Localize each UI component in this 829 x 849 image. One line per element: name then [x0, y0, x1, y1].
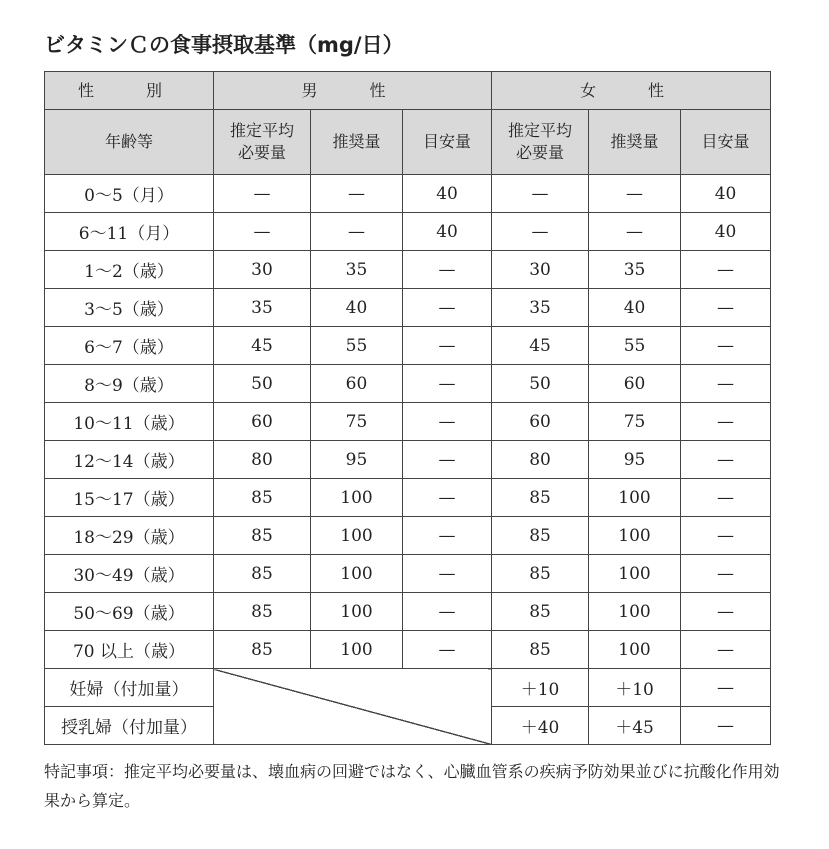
female-rda-cell: —: [589, 213, 681, 251]
female-rda-cell: 75: [589, 403, 681, 441]
female-ear-cell: —: [492, 175, 589, 213]
male-rda-cell: 100: [311, 593, 403, 631]
table-row: [45, 403, 771, 441]
female-ai-cell: —: [681, 251, 771, 289]
table-row: [45, 441, 771, 479]
lactating-ai: —: [681, 707, 771, 745]
footnote: 特記事項：推定平均必要量は、壊血病の回避ではなく、心臓血管系の疾病予防効果並びに抗酸化作用効果から算定。: [44, 762, 780, 810]
female-rda-cell: 40: [589, 289, 681, 327]
age-cell: 10～11（歳）: [45, 403, 214, 441]
female-ear-cell: 50: [492, 365, 589, 403]
lactating-label: 授乳婦（付加量）: [45, 707, 214, 745]
male-ear-cell: 85: [214, 517, 311, 555]
male-rda-cell: 40: [311, 289, 403, 327]
female-rda-cell: 100: [589, 479, 681, 517]
age-cell: 6～11（月）: [45, 213, 214, 251]
female-ear-cell: 35: [492, 289, 589, 327]
pregnant-ear: ＋10: [492, 669, 589, 707]
age-cell: 50～69（歳）: [45, 593, 214, 631]
male-ai-cell: —: [403, 517, 492, 555]
female-ai-cell: —: [681, 289, 771, 327]
female-ai-cell: —: [681, 479, 771, 517]
female-ai-cell: —: [681, 555, 771, 593]
female-rda-cell: 60: [589, 365, 681, 403]
age-cell: 70 以上（歳）: [45, 631, 214, 669]
female-ear-cell: 85: [492, 517, 589, 555]
lactating-ear: ＋40: [492, 707, 589, 745]
female-rda-cell: 35: [589, 251, 681, 289]
male-ai-cell: —: [403, 289, 492, 327]
female-ai-cell: —: [681, 593, 771, 631]
male-ear-cell: 60: [214, 403, 311, 441]
pregnant-ai: —: [681, 669, 771, 707]
male-ai-cell: —: [403, 403, 492, 441]
age-cell: 6～7（歳）: [45, 327, 214, 365]
female-ear-cell: 30: [492, 251, 589, 289]
female-ear-header: [492, 110, 589, 175]
male-ai-header: 目安量: [403, 110, 492, 175]
female-rda-cell: 55: [589, 327, 681, 365]
female-rda-cell: —: [589, 175, 681, 213]
female-rda-cell: 100: [589, 555, 681, 593]
male-ear-cell: 35: [214, 289, 311, 327]
table-row: [45, 593, 771, 631]
table-row: [45, 479, 771, 517]
male-ai-cell: —: [403, 441, 492, 479]
female-ai-cell: 40: [681, 175, 771, 213]
vitamin-c-table: [44, 71, 771, 745]
male-ear-cell: —: [214, 175, 311, 213]
male-ai-cell: 40: [403, 175, 492, 213]
male-ear-cell: 85: [214, 479, 311, 517]
pregnant-label: 妊婦（付加量）: [45, 669, 214, 707]
table-row: [45, 327, 771, 365]
table-row: [45, 175, 771, 213]
male-rda-cell: 60: [311, 365, 403, 403]
female-ear-cell: 85: [492, 593, 589, 631]
female-rda-cell: 100: [589, 631, 681, 669]
ear-label: 推定平均 必要量: [508, 121, 573, 162]
age-header: 年齢等: [45, 110, 214, 175]
female-ai-cell: 40: [681, 213, 771, 251]
age-cell: 8～9（歳）: [45, 365, 214, 403]
male-ear-cell: 85: [214, 555, 311, 593]
lactating-rda: ＋45: [589, 707, 681, 745]
female-ear-cell: 80: [492, 441, 589, 479]
female-ai-cell: —: [681, 403, 771, 441]
male-ear-cell: 85: [214, 631, 311, 669]
female-header: 女 性: [492, 72, 771, 110]
male-rda-cell: 75: [311, 403, 403, 441]
male-rda-header: 推奨量: [311, 110, 403, 175]
female-ear-cell: 85: [492, 631, 589, 669]
age-cell: 1～2（歳）: [45, 251, 214, 289]
pregnant-rda: ＋10: [589, 669, 681, 707]
male-ear-header: [214, 110, 311, 175]
female-rda-cell: 100: [589, 517, 681, 555]
sex-header: 性 別: [45, 72, 214, 110]
age-cell: 0～5（月）: [45, 175, 214, 213]
male-rda-cell: 100: [311, 479, 403, 517]
page-title: ビタミンＣの食事摂取基準（mg/日）: [44, 33, 404, 57]
female-rda-cell: 95: [589, 441, 681, 479]
male-rda-cell: 55: [311, 327, 403, 365]
male-ear-cell: 30: [214, 251, 311, 289]
male-ear-cell: 80: [214, 441, 311, 479]
table-row: [45, 555, 771, 593]
female-rda-cell: 100: [589, 593, 681, 631]
table-row: [45, 631, 771, 669]
female-ear-cell: 60: [492, 403, 589, 441]
table-row: [45, 213, 771, 251]
table-row: [45, 289, 771, 327]
male-ai-cell: —: [403, 555, 492, 593]
female-ai-cell: —: [681, 441, 771, 479]
male-ai-cell: —: [403, 631, 492, 669]
male-ai-cell: —: [403, 365, 492, 403]
male-rda-cell: 100: [311, 555, 403, 593]
male-ear-cell: 85: [214, 593, 311, 631]
female-ai-cell: —: [681, 517, 771, 555]
male-ear-cell: 45: [214, 327, 311, 365]
female-ai-cell: —: [681, 327, 771, 365]
male-header: 男 性: [214, 72, 492, 110]
ear-label: 推定平均 必要量: [229, 121, 294, 162]
header-row-columns: [45, 110, 771, 175]
header-row-sex: [45, 72, 771, 110]
table-row: [45, 365, 771, 403]
female-ear-cell: 85: [492, 479, 589, 517]
age-cell: 15～17（歳）: [45, 479, 214, 517]
age-cell: 18～29（歳）: [45, 517, 214, 555]
age-cell: 12～14（歳）: [45, 441, 214, 479]
female-ai-cell: —: [681, 631, 771, 669]
male-ai-cell: —: [403, 251, 492, 289]
male-rda-cell: —: [311, 175, 403, 213]
female-rda-header: 推奨量: [589, 110, 681, 175]
table-row: [45, 517, 771, 555]
female-ai-cell: —: [681, 365, 771, 403]
male-ai-cell: —: [403, 327, 492, 365]
female-ear-cell: 85: [492, 555, 589, 593]
female-ear-cell: 45: [492, 327, 589, 365]
male-ear-cell: —: [214, 213, 311, 251]
table-row: [45, 251, 771, 289]
pregnant-row: [45, 669, 771, 707]
male-ai-cell: 40: [403, 213, 492, 251]
age-cell: 30～49（歳）: [45, 555, 214, 593]
male-ear-cell: 50: [214, 365, 311, 403]
female-ear-cell: —: [492, 213, 589, 251]
not-applicable-cell: [214, 669, 492, 745]
male-rda-cell: 100: [311, 631, 403, 669]
male-rda-cell: 100: [311, 517, 403, 555]
age-cell: 3～5（歳）: [45, 289, 214, 327]
male-ai-cell: —: [403, 479, 492, 517]
male-ai-cell: —: [403, 593, 492, 631]
female-ai-header: 目安量: [681, 110, 771, 175]
male-rda-cell: —: [311, 213, 403, 251]
male-rda-cell: 95: [311, 441, 403, 479]
male-rda-cell: 35: [311, 251, 403, 289]
